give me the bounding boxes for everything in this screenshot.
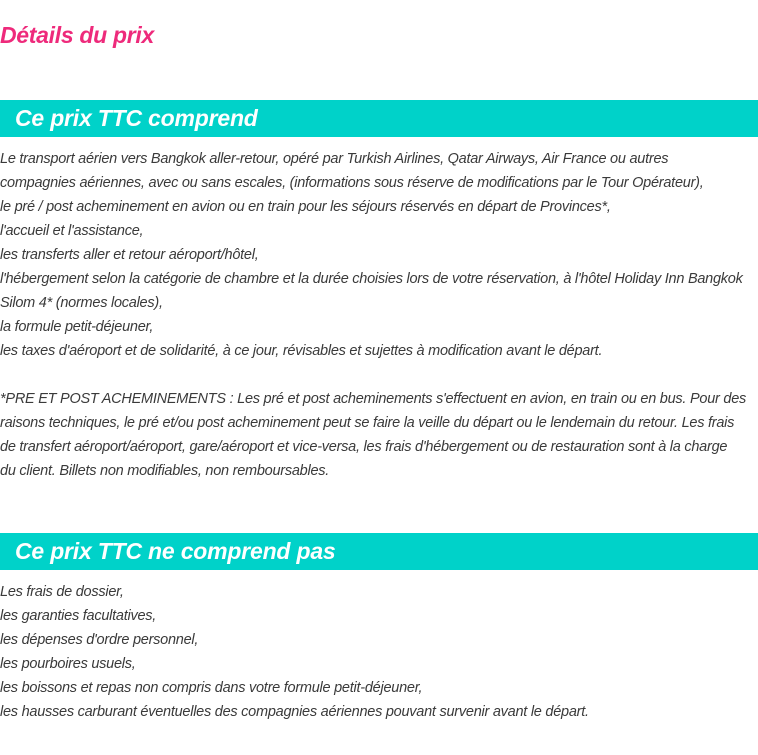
transfer-note-line: de transfert aéroport/aéroport, gare/aéroport et vice-versa, les frais d'hébergement ou de restauration sont à la charge (0, 439, 728, 455)
excluded-item: les hausses carburant éventuelles des compagnies aériennes pouvant survenir avant le départ. (0, 704, 589, 720)
excluded-item: les boissons et repas non compris dans votre formule petit-déjeuner, (0, 680, 423, 696)
transfer-note-line: du client. Billets non modifiables, non remboursables. (0, 463, 330, 479)
included-item: les transferts aller et retour aéroport/hôtel, (0, 247, 259, 263)
excluded-item: Les frais de dossier, (0, 584, 124, 600)
excluded-heading: Ce prix TTC ne comprend pas (0, 533, 758, 570)
included-item: compagnies aériennes, avec ou sans escales, (informations sous réserve de modifications par le Tour Opérateur), (0, 175, 704, 191)
page-title: Détails du prix (0, 22, 154, 48)
included-item: la formule petit-déjeuner, (0, 319, 154, 335)
included-heading: Ce prix TTC comprend (0, 100, 758, 137)
included-item: les taxes d'aéroport et de solidarité, à ce jour, révisables et sujettes à modification avant le départ. (0, 343, 603, 359)
included-list (0, 147, 758, 363)
included-item: Le transport aérien vers Bangkok aller-retour, opéré par Turkish Airlines, Qatar Airways, Air France ou autres (0, 151, 669, 167)
excluded-item: les garanties facultatives, (0, 608, 157, 624)
excluded-item: les dépenses d'ordre personnel, (0, 632, 199, 648)
transfer-note-line: raisons techniques, le pré et/ou post acheminement peut se faire la veille du départ ou le lendemain du retour. Les frais (0, 415, 735, 431)
included-item: l'accueil et l'assistance, (0, 223, 144, 239)
excluded-item: les pourboires usuels, (0, 656, 136, 672)
transfer-note-line: *PRE ET POST ACHEMINEMENTS : Les pré et post acheminements s'effectuent en avion, en train ou en bus. Pour des (0, 391, 747, 407)
transfer-note (0, 387, 758, 483)
included-item: le pré / post acheminement en avion ou en train pour les séjours réservés en départ de Provinces*, (0, 199, 611, 215)
included-item: Silom 4* (normes locales), (0, 295, 163, 311)
included-item: l'hébergement selon la catégorie de chambre et la durée choisies lors de votre réservation, à l'hôtel Holiday Inn Bangkok (0, 271, 743, 287)
excluded-list (0, 580, 758, 724)
